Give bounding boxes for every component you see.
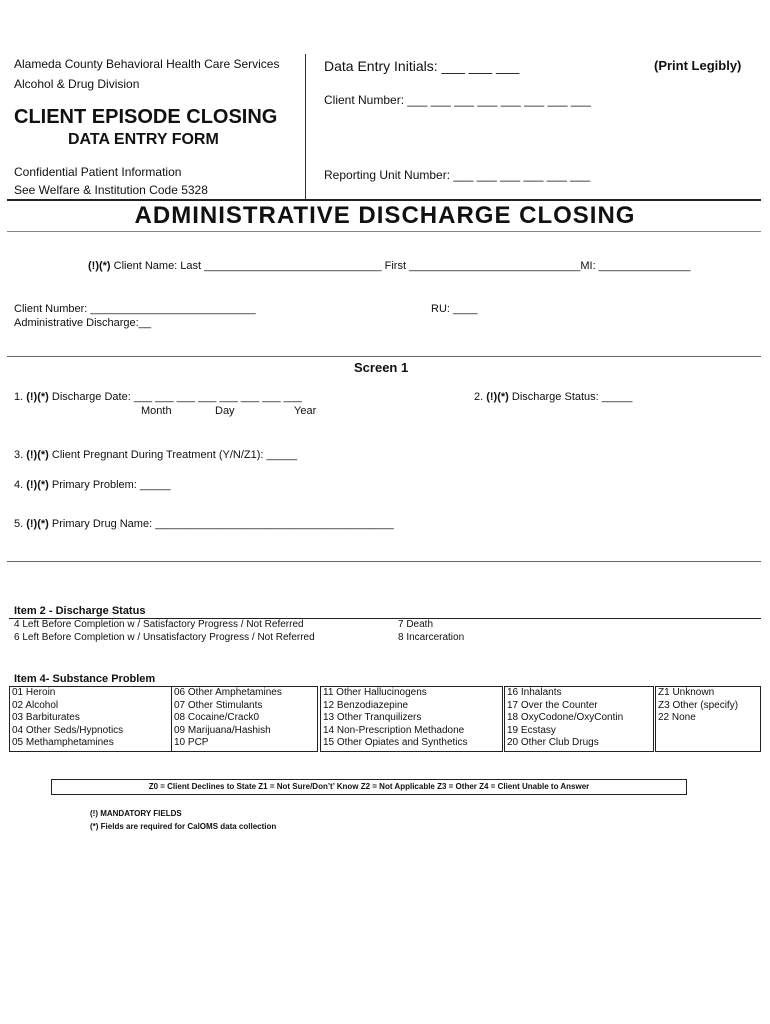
screen-title: Screen 1 xyxy=(354,360,409,375)
discharge-status-code: 7 Death xyxy=(398,619,434,630)
primary-problem-field[interactable]: Primary Problem: _____ xyxy=(48,479,171,491)
header-client-number-field[interactable]: Client Number: ___ ___ ___ ___ ___ ___ ___ ___ xyxy=(324,93,591,107)
item2-title: Item 2 - Discharge Status xyxy=(14,605,146,617)
substance-code: 13 Other Tranquilizers xyxy=(323,712,422,723)
client-name-row[interactable] xyxy=(88,260,690,272)
client-pregnant-row[interactable] xyxy=(14,449,297,461)
substance-code: 12 Benzodiazepine xyxy=(323,699,409,711)
substance-column-1 xyxy=(9,686,172,752)
substance-code: 06 Other Amphetamines xyxy=(174,687,282,698)
header-divider xyxy=(305,54,306,199)
code-reference: See Welfare & Institution Code 5328 xyxy=(14,183,208,197)
legend-box xyxy=(51,779,687,795)
substance-code: 14 Non-Prescription Methadone xyxy=(323,724,465,736)
discharge-status-field[interactable]: Discharge Status: _____ xyxy=(508,391,633,403)
substance-column-3 xyxy=(320,686,503,752)
substance-code: 08 Cocaine/Crack0 xyxy=(174,712,260,723)
substance-code: 22 None xyxy=(658,712,696,723)
substance-code: 04 Other Seds/Hypnotics xyxy=(12,724,124,736)
client-number-field[interactable]: Client Number: ___________________________ xyxy=(14,303,256,315)
mandatory-marker: (!)(*) xyxy=(88,260,111,272)
client-pregnant-field[interactable]: Client Pregnant During Treatment (Y/N/Z1): _____ xyxy=(48,449,298,461)
banner-title: ADMINISTRATIVE DISCHARGE CLOSING xyxy=(134,202,636,229)
org-name: Alameda County Behavioral Health Care Services xyxy=(14,57,280,71)
substance-code: 18 OxyCodone/OxyContin xyxy=(507,712,624,723)
substance-code: 20 Other Club Drugs xyxy=(507,737,599,748)
discharge-date-field[interactable]: Discharge Date: ___ ___ ___ ___ ___ ___ ___ ___ xyxy=(48,391,303,403)
banner-top-rule xyxy=(7,199,761,201)
substance-code: Z3 Other (specify) xyxy=(658,699,739,711)
substance-code: 15 Other Opiates and Synthetics xyxy=(323,737,468,748)
reporting-unit-field[interactable]: Reporting Unit Number: ___ ___ ___ ___ ___ ___ xyxy=(324,168,591,182)
legend-text: Z0 = Client Declines to State Z1 = Not Sure/Don’t’ Know Z2 = Not Applicable Z3 = Other Z4 = Client Unable to Answer xyxy=(148,782,590,791)
substance-column-5 xyxy=(655,686,761,752)
caloms-note: (*) Fields are required for CalOMS data collection xyxy=(90,822,277,831)
administrative-discharge-field[interactable]: Administrative Discharge:__ xyxy=(14,317,151,329)
question-number: 1. xyxy=(14,391,27,403)
division-name: Alcohol & Drug Division xyxy=(14,77,140,91)
discharge-status-code: 4 Left Before Completion w / Satisfactory Progress / Not Referred xyxy=(14,619,304,630)
section-rule-2 xyxy=(7,561,761,562)
substance-code: 19 Ecstasy xyxy=(507,724,556,736)
substance-code: 02 Alcohol xyxy=(12,699,59,711)
substance-code: 03 Barbiturates xyxy=(12,712,80,723)
mandatory-marker: (!)(*) xyxy=(486,391,509,403)
discharge-date-row[interactable] xyxy=(14,391,302,403)
confidential-note: Confidential Patient Information xyxy=(14,165,182,179)
substance-code: 10 PCP xyxy=(174,737,209,748)
question-number: 4. xyxy=(14,479,27,491)
question-number: 3. xyxy=(14,449,27,461)
mandatory-marker: (!)(*) xyxy=(26,449,49,461)
substance-code: 17 Over the Counter xyxy=(507,699,598,711)
year-label: Year xyxy=(294,405,317,417)
discharge-status-code: 8 Incarceration xyxy=(398,632,465,643)
ru-field[interactable]: RU: ____ xyxy=(431,303,478,315)
client-name-fields[interactable]: Client Name: Last _____________________________ First ____________________________MI: _______________ xyxy=(110,260,691,272)
discharge-status-code: 6 Left Before Completion w / Unsatisfactory Progress / Not Referred xyxy=(14,632,315,643)
day-label: Day xyxy=(215,405,235,417)
substance-code: 01 Heroin xyxy=(12,687,56,698)
substance-code: 05 Methamphetamines xyxy=(12,737,114,748)
substance-code: Z1 Unknown xyxy=(658,687,715,698)
mandatory-marker: (!)(*) xyxy=(26,391,49,403)
substance-code: 11 Other Hallucinogens xyxy=(323,687,427,698)
data-entry-initials-field[interactable]: Data Entry Initials: ___ ___ ___ xyxy=(324,58,520,74)
primary-problem-row[interactable] xyxy=(14,479,171,491)
question-number: 5. xyxy=(14,518,27,530)
primary-drug-row[interactable] xyxy=(14,518,394,530)
question-number: 2. xyxy=(474,391,487,403)
substance-column-2 xyxy=(171,686,318,752)
section-rule-1 xyxy=(7,356,761,357)
mandatory-marker: (!)(*) xyxy=(26,518,49,530)
substance-code: 09 Marijuana/Hashish xyxy=(174,724,271,736)
substance-code: 16 Inhalants xyxy=(507,687,562,698)
discharge-status-row[interactable] xyxy=(474,391,632,403)
form-title: CLIENT EPISODE CLOSING xyxy=(14,106,278,128)
month-label: Month xyxy=(141,405,172,417)
mandatory-fields-note: (!) MANDATORY FIELDS xyxy=(90,809,182,818)
item4-title: Item 4- Substance Problem xyxy=(14,673,156,685)
banner-bottom-rule xyxy=(7,231,761,232)
substance-code: 07 Other Stimulants xyxy=(174,699,263,711)
print-legibly-note: (Print Legibly) xyxy=(654,58,742,73)
mandatory-marker: (!)(*) xyxy=(26,479,49,491)
primary-drug-field[interactable]: Primary Drug Name: _______________________________________ xyxy=(48,518,394,530)
substance-column-4 xyxy=(504,686,654,752)
form-subtitle: DATA ENTRY FORM xyxy=(68,131,219,148)
